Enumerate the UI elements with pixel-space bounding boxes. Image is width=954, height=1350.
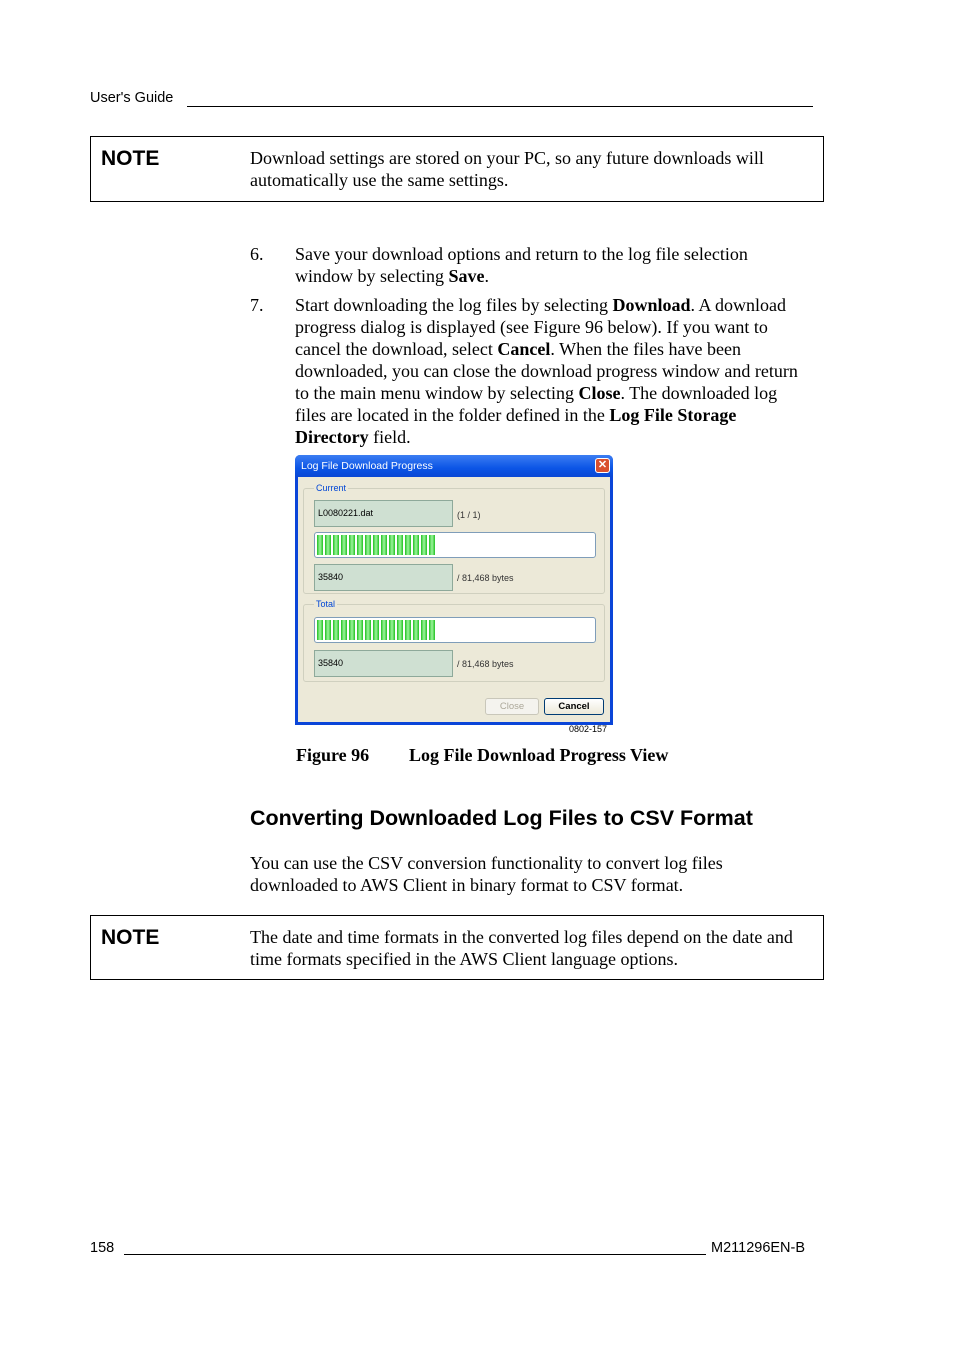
current-bytes-total: / 81,468 bytes: [457, 573, 514, 583]
note-box: [90, 915, 824, 980]
step-number: 6.: [250, 244, 264, 264]
total-group: [303, 599, 605, 682]
close-icon[interactable]: ✕: [595, 458, 610, 473]
step-number: 7.: [250, 295, 264, 315]
page-number: 158: [90, 1240, 115, 1256]
figure-number: Figure 96: [296, 745, 370, 765]
total-bytes-field: 35840: [314, 650, 453, 677]
note-label: NOTE: [101, 926, 160, 949]
figure-code: 0802-157: [569, 724, 608, 734]
total-progress-fill: [317, 620, 437, 640]
step-6: [250, 243, 810, 289]
current-progress-bar: [314, 532, 596, 558]
current-group-label: Current: [316, 483, 347, 493]
close-button[interactable]: Close: [485, 698, 539, 715]
current-progress-fill: [317, 535, 437, 555]
total-progress-bar: [314, 617, 596, 643]
header-rule: [187, 106, 813, 107]
total-bytes-total: / 81,468 bytes: [457, 659, 514, 669]
download-progress-dialog: [295, 455, 613, 725]
page-header: [90, 90, 814, 106]
step-text: Start downloading the log files by selecting Download. A download progress dialog is displayed (see Figure 96 below). If you want to cancel the download, select Cancel. When the files have been downloaded, you can close the download progress window and return to the main menu window by selecting Close. The downloaded log files are located in the folder defined in the Log File Storage Directory field.: [295, 295, 798, 447]
current-bytes-field: 35840: [314, 564, 453, 591]
section-heading: Converting Downloaded Log Files to CSV Format: [250, 806, 753, 830]
current-filename-field: L0080221.dat: [314, 500, 453, 527]
section-paragraph: You can use the CSV conversion functionality to convert log files downloaded to AWS Client in binary format to CSV format.: [250, 853, 723, 895]
note-label: NOTE: [101, 147, 160, 170]
note-text: Download settings are stored on your PC, so any future downloads will automatically use the same settings.: [250, 148, 764, 190]
current-group: [303, 483, 605, 594]
file-count-label: (1 / 1): [457, 510, 481, 520]
dialog-titlebar: [295, 455, 613, 477]
document-code: M211296EN-B: [711, 1240, 806, 1256]
step-7: [250, 294, 810, 450]
step-text: Save your download options and return to the log file selection window by selecting Save.: [295, 244, 748, 286]
footer-rule: [124, 1254, 706, 1255]
dialog-title: Log File Download Progress: [301, 460, 433, 472]
header-title: User's Guide: [90, 90, 174, 106]
dialog-client-area: [298, 477, 610, 722]
cancel-button[interactable]: Cancel: [544, 698, 604, 715]
total-group-label: Total: [316, 599, 336, 609]
figure-caption: Log File Download Progress View: [409, 745, 669, 765]
note-text: The date and time formats in the converted log files depend on the date and time formats specified in the AWS Client language options.: [250, 927, 793, 969]
note-box: [90, 136, 824, 202]
